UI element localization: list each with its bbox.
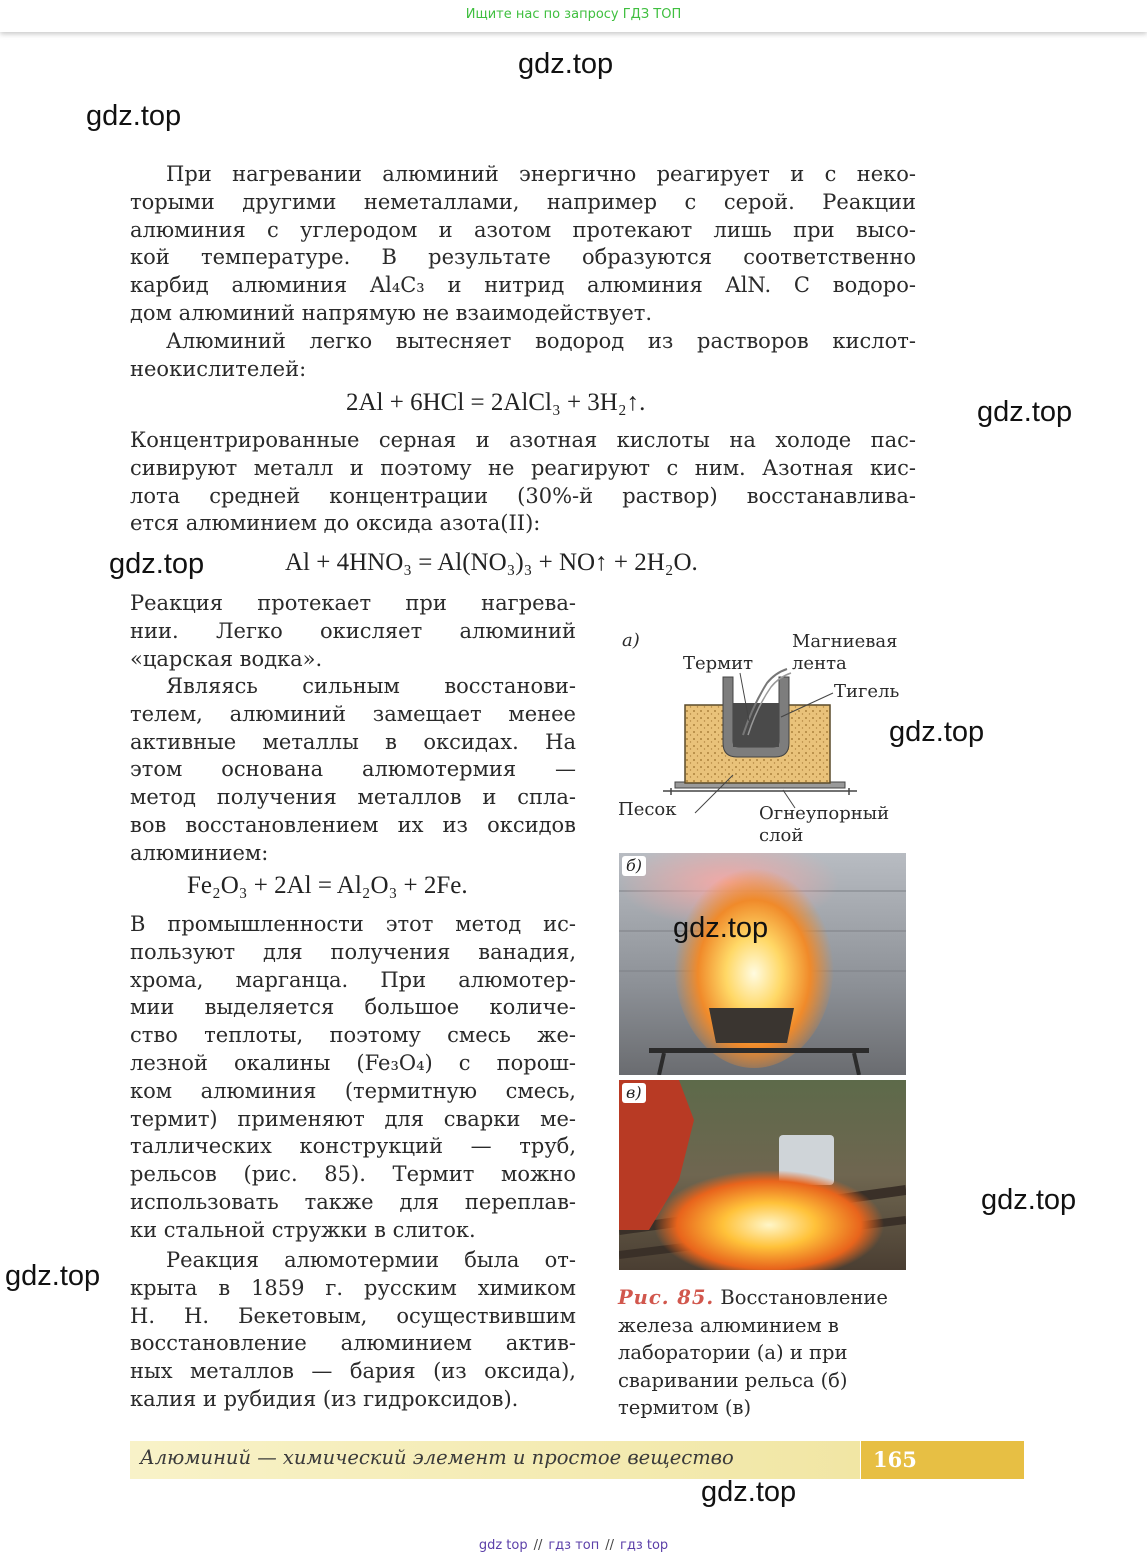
watermark: gdz.top bbox=[86, 100, 182, 132]
figure-b-tag: б) bbox=[622, 856, 646, 876]
text-line: восстановление алюминием актив- bbox=[130, 1331, 576, 1356]
text-line: рельсов (рис. 85). Термит можно bbox=[130, 1162, 576, 1187]
text-line: таллических конструкций — труб, bbox=[130, 1134, 576, 1159]
text-line: Н. Н. Бекетовым, осуществившим bbox=[130, 1303, 576, 1328]
text-line: ком алюминия (термитную смесь, bbox=[130, 1078, 576, 1103]
paragraph-industry bbox=[130, 911, 576, 1245]
label-termit: Термит bbox=[683, 653, 754, 674]
bottom-separator: // bbox=[533, 1538, 543, 1553]
page-number: 165 bbox=[861, 1441, 1024, 1479]
footer-title: Алюминий — химический элемент и простое вещество bbox=[140, 1446, 734, 1469]
text-line: метод получения металлов и спла- bbox=[130, 785, 576, 810]
text-line: использовать также для переплав- bbox=[130, 1189, 576, 1214]
equation-fe2o3: Fe₂O₃ + 2Al = Al₂O₃ + 2Fe. bbox=[187, 872, 468, 899]
paragraph-hydrogen-displacement bbox=[130, 328, 916, 384]
top-banner[interactable]: Ищите нас по запросу ГДЗ ТОП bbox=[0, 0, 1147, 32]
text-line: вов восстановлением их из оксидов bbox=[130, 812, 576, 837]
text-line: активные металлы в оксидах. На bbox=[130, 729, 576, 754]
text-line: термит) применяют для сварки ме- bbox=[130, 1106, 576, 1131]
label-magnesium-2: лента bbox=[792, 653, 847, 674]
label-refractory-2: слой bbox=[759, 825, 804, 846]
figure-a-tag: а) bbox=[622, 630, 640, 651]
text-line: Алюминий легко вытесняет водород из растворов кислот- bbox=[166, 329, 916, 353]
equation-hno3: Al + 4HNO₃ = Al(NO₃)₃ + NO↑ + 2H₂O. bbox=[285, 549, 698, 576]
label-refractory-1: Огнеупорный bbox=[759, 803, 890, 824]
paragraph-aqua-regia bbox=[130, 590, 576, 673]
bottom-link[interactable]: gdz top bbox=[478, 1538, 528, 1553]
lab-thermite-photo bbox=[619, 853, 906, 1075]
paragraph-aluminothermy bbox=[130, 673, 576, 868]
label-magnesium-1: Магниевая bbox=[792, 631, 898, 652]
label-crucible: Тигель bbox=[834, 681, 900, 702]
text-line: крыта в 1859 г. русским химиком bbox=[130, 1275, 576, 1300]
text-line: неокислителей: bbox=[130, 356, 307, 381]
figure-c-photo bbox=[619, 1080, 906, 1270]
text-line: пользуют для получения ванадия, bbox=[130, 939, 576, 964]
bottom-separator: // bbox=[605, 1538, 614, 1553]
caption-title: Рис. 85. bbox=[618, 1286, 715, 1309]
text-line: лота средней концентрации (30%-й раствор) восстанавлива- bbox=[130, 483, 916, 508]
text-line: этом основана алюмотермия — bbox=[130, 757, 576, 782]
text-line: сивируют металл и поэтому не реагируют с ним. Азотная кис- bbox=[130, 455, 916, 480]
text-line: ство теплоты, поэтому смесь же- bbox=[130, 1023, 576, 1048]
figure-a-diagram bbox=[615, 625, 915, 850]
text-line: дом алюминий напрямую не взаимодействует. bbox=[130, 300, 653, 325]
text-line: алюминием: bbox=[130, 840, 269, 865]
text-line: ных металлов — бария (из оксида), bbox=[130, 1359, 576, 1384]
text-line: «царская водка». bbox=[130, 646, 323, 671]
text-line: мии выделяется большое количе- bbox=[130, 995, 576, 1020]
equation-hcl: 2Al + 6HCl = 2AlCl₃ + 3H₂↑. bbox=[346, 389, 646, 416]
caption-text: Восстановление железа алюминием в лаборатории (а) и при сваривании рельса (б) термитом (в) bbox=[618, 1286, 888, 1419]
watermark: gdz.top bbox=[889, 716, 985, 748]
thermite-fill bbox=[733, 703, 779, 747]
bottom-links bbox=[0, 1538, 1147, 1553]
text-line: При нагревании алюминий энергично реагирует и с неко- bbox=[166, 162, 916, 186]
watermark: gdz.top bbox=[109, 548, 205, 580]
text-line: алюминия с углеродом и азотом протекают лишь при высо- bbox=[130, 217, 916, 242]
figure-caption bbox=[618, 1284, 918, 1422]
figure-c-tag: в) bbox=[622, 1083, 646, 1103]
figure-b-photo bbox=[619, 853, 906, 1075]
watermark: gdz.top bbox=[673, 912, 769, 944]
text-line: карбид алюминия Al₄C₃ и нитрид алюминия AlN. С водоро- bbox=[130, 273, 916, 298]
watermark: gdz.top bbox=[701, 1476, 797, 1508]
text-line: калия и рубидия (из гидроксидов). bbox=[130, 1386, 519, 1411]
watermark: gdz.top bbox=[977, 396, 1073, 428]
text-line: торыми другими неметаллами, например с серой. Реакции bbox=[130, 189, 916, 214]
label-sand: Песок bbox=[618, 799, 677, 820]
text-line: Являясь сильным восстанови- bbox=[166, 674, 576, 698]
text-line: кой температуре. В результате образуются соответственно bbox=[130, 245, 916, 270]
watermark: gdz.top bbox=[5, 1260, 101, 1292]
text-line: Концентрированные серная и азотная кислоты на холоде пас- bbox=[130, 428, 916, 452]
text-line: телем, алюминий замещает менее bbox=[130, 701, 576, 726]
text-line: лезной окалины (Fe₃O₄) с порош- bbox=[130, 1050, 576, 1075]
paragraph-heating-reactions bbox=[130, 161, 916, 328]
text-line: хрома, марганца. При алюмотер- bbox=[130, 967, 576, 992]
crucible bbox=[709, 1008, 794, 1043]
text-line: Реакция алюмотермии была от- bbox=[166, 1248, 576, 1272]
text-line: ки стальной стружки в слиток. bbox=[130, 1217, 476, 1242]
watermark: gdz.top bbox=[981, 1184, 1077, 1216]
text-line: нии. Легко окисляет алюминий bbox=[130, 618, 576, 643]
rail-welding-photo bbox=[619, 1080, 906, 1270]
stand bbox=[649, 1048, 869, 1053]
bottom-link[interactable]: гдз топ bbox=[548, 1538, 600, 1553]
text-line: Реакция протекает при нагрева- bbox=[130, 591, 576, 615]
paragraph-passivation bbox=[130, 427, 916, 538]
text-line: ется алюминием до оксида азота(II): bbox=[130, 511, 541, 536]
paragraph-beketov bbox=[130, 1247, 576, 1414]
bottom-link[interactable]: гдз top bbox=[620, 1538, 669, 1553]
watermark: gdz.top bbox=[518, 48, 614, 80]
text-line: В промышленности этот метод ис- bbox=[130, 912, 576, 936]
